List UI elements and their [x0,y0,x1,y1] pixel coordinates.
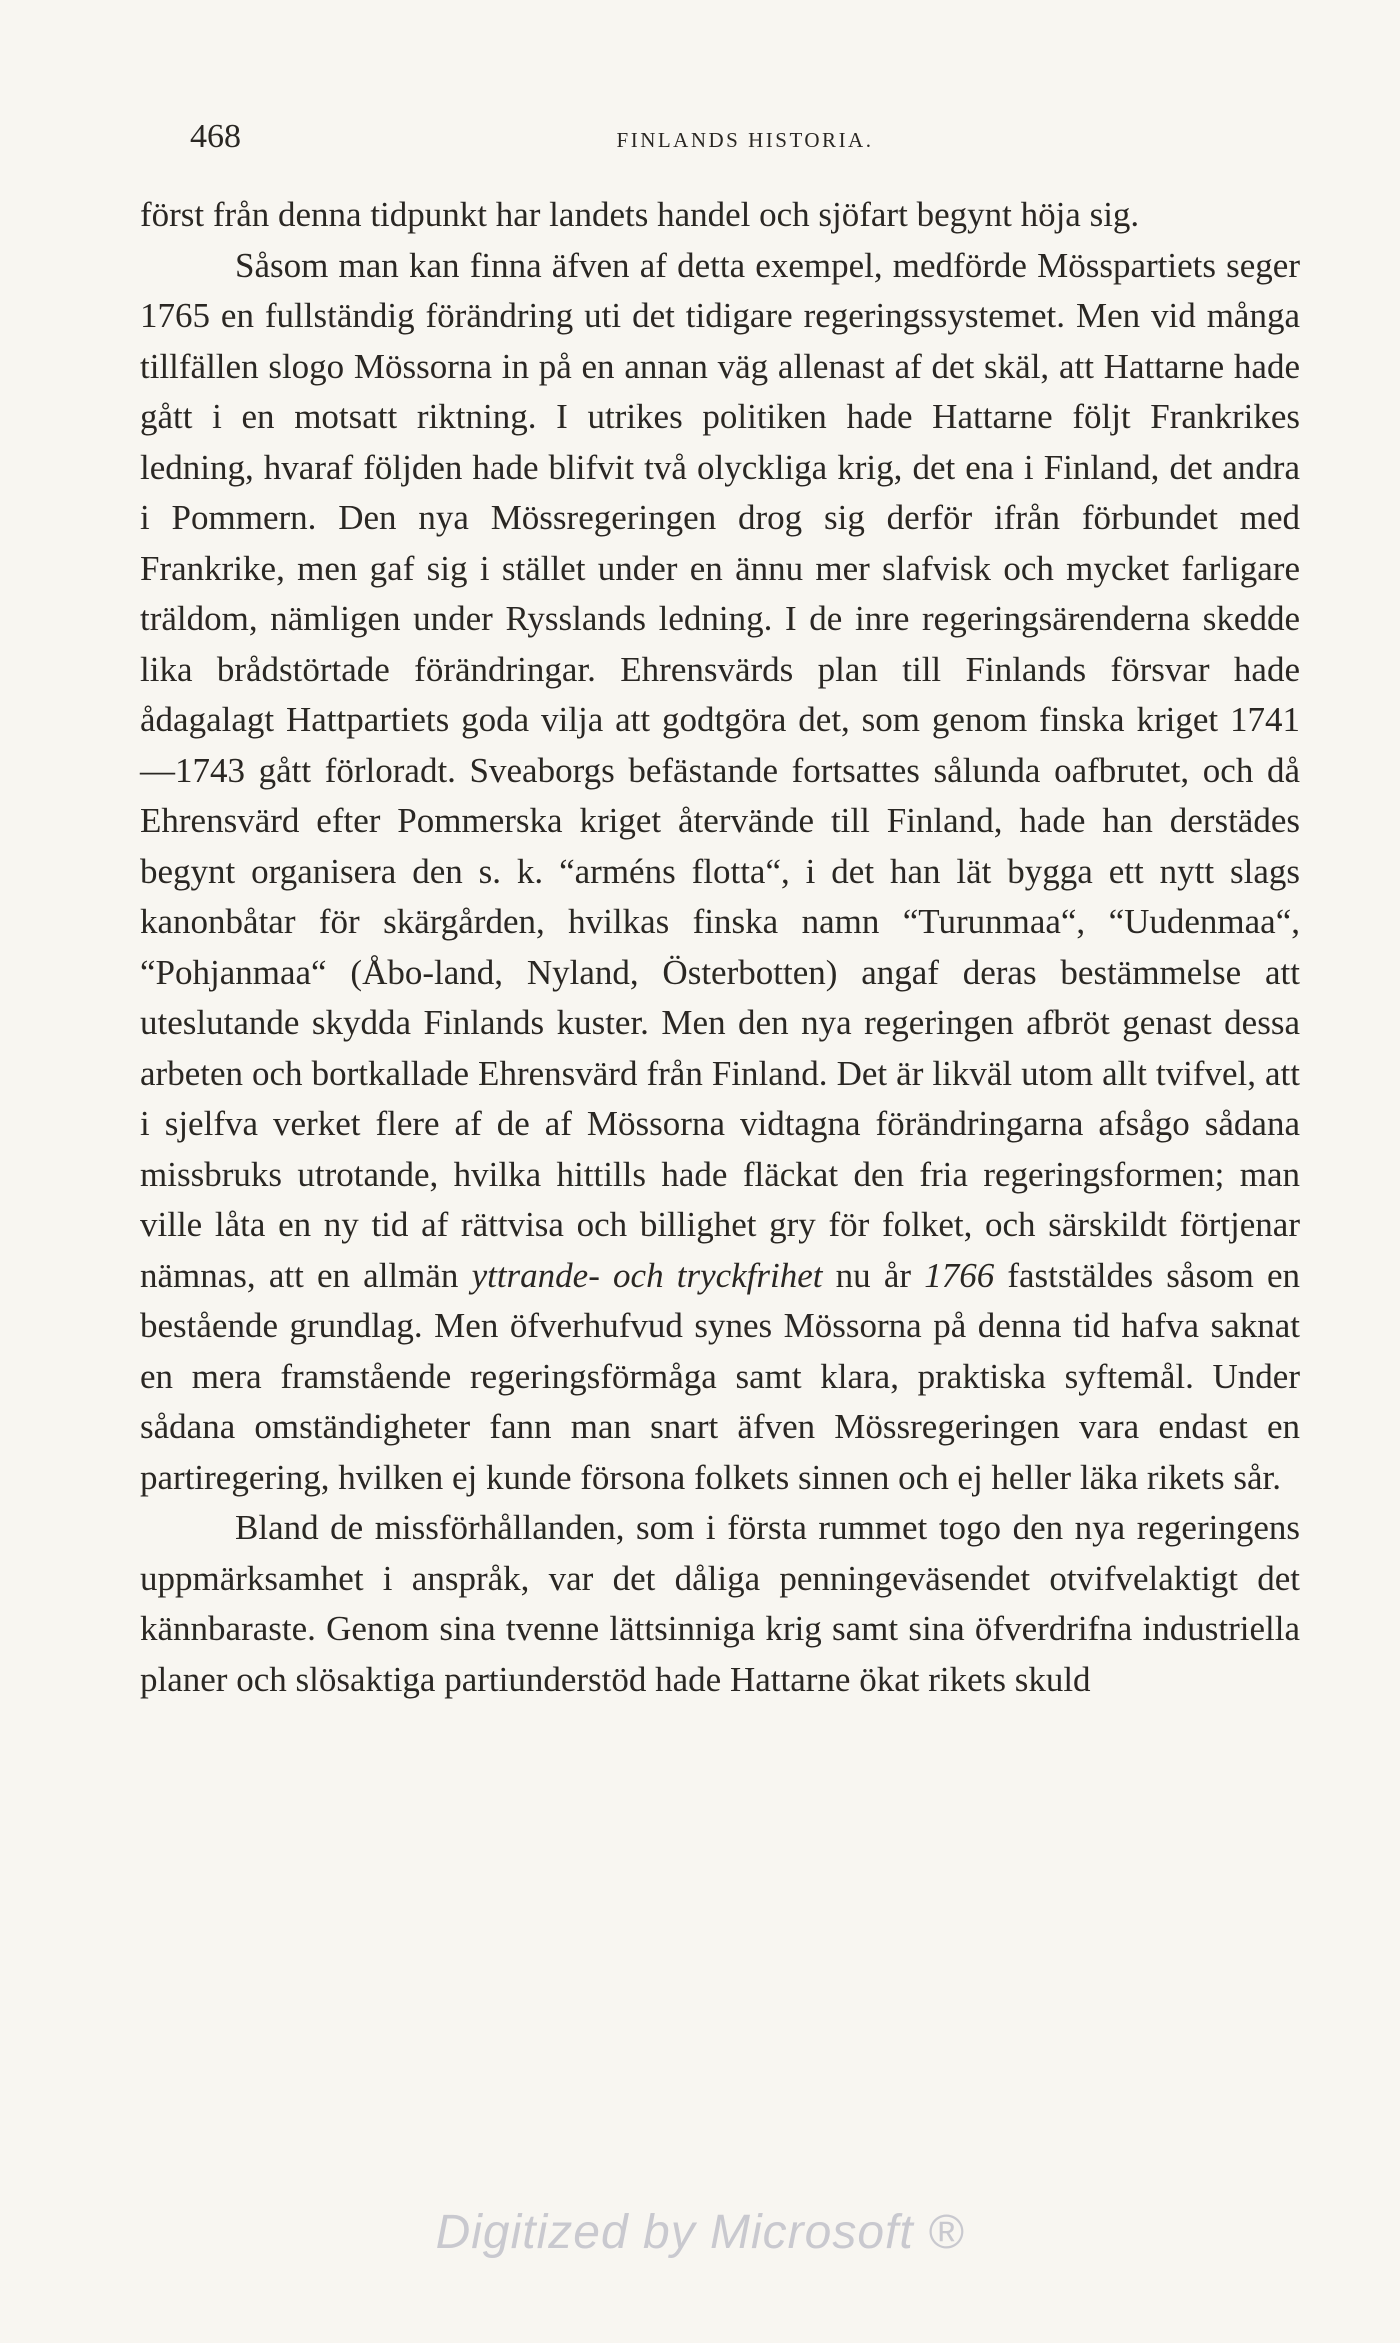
page-number: 468 [190,118,241,155]
text-run: faststäldes såsom en bestående grundlag. Men öfverhufvud synes Mössorna på denna tid hafva saknat en mera framstående regeringsförmåga samt klara, praktiska syftemål. Under sådana omständigheter fann man snart äfven Mössregeringen vara endast en partiregering, hvilken ej kunde försona folkets sinnen och ej heller läka rikets sår. [140,1255,1300,1497]
watermark: Digitized by Microsoft ® [435,2206,965,2259]
paragraph [140,1503,1300,1705]
paragraph [140,241,1300,1504]
page-header [190,118,1300,168]
text-run: nu år [822,1255,925,1295]
text-run: Såsom man kan finna äfven af detta exempel, medförde Mösspartiets seger 1765 en fullständig förändring uti det tidigare regeringssystemet. Men vid många tillfällen slogo Mössorna in på en annan väg allenast af det skäl, att Hattarne hade gått i en motsatt riktning. I utrikes politiken hade Hattarne följt Frankrikes ledning, hvaraf följden hade blifvit två olyckliga krig, det ena i Finland, det andra i Pommern. Den nya Mössregeringen drog sig derför ifrån förbundet med Frankrike, men gaf sig i stället under en ännu mer slafvisk och mycket farligare träldom, nämligen under Rysslands ledning. I de inre regeringsärenderna skedde lika brådstörtade förändringar. Ehrensvärds plan till Finlands försvar hade ådagalagt Hattpartiets goda vilja att godtgöra det, som genom finska kriget 1741—1743 gått förloradt. Sveaborgs befästande fortsattes sålunda oafbrutet, och då Ehrensvärd efter Pommerska kriget återvände till Finland, hade han derstädes begynt organisera den s. k. “arméns flotta“, i det han lät bygga ett nytt slags kanonbåtar för skärgården, hvilkas finska namn “Turunmaa“, “Uudenmaa“, “Pohjanmaa“ (Åbo-land, Nyland, Österbotten) angaf deras bestämmelse att uteslutande skydda Finlands kuster. Men den nya regeringen afbröt genast dessa arbeten och bortkallade Ehrensvärd från Finland. Det är likväl utom allt tvifvel, att i sjelfva verket flere af de af Mössorna vidtagna förändringarna afsågo sådana missbruks utrotande, hvilka hittills hade fläckat den fria regeringsformen; man ville låta en ny tid af rättvisa och billighet gry för folket, och särskildt förtjenar nämnas, att en allmän [140,245,1300,1295]
body-text [140,190,1300,1705]
italic-text: 1766 [924,1255,995,1295]
text-run: Bland de missförhållanden, som i första rummet togo den nya regeringens uppmärksamhet i anspråk, var det dåliga penningeväsendet otvifvelaktigt det kännbaraste. Genom sina tvenne lättsinniga krig samt sina öfverdrifna industriella planer och slösaktiga partiunderstöd hade Hattarne ökat rikets skuld [140,1508,1300,1699]
italic-text: yttrande- och tryckfrihet [471,1255,823,1295]
paragraph [140,190,1300,241]
running-title: FINLANDS HISTORIA. [616,128,874,152]
text-run: först från denna tidpunkt har landets handel och sjöfart begynt höja sig. [140,195,1140,234]
